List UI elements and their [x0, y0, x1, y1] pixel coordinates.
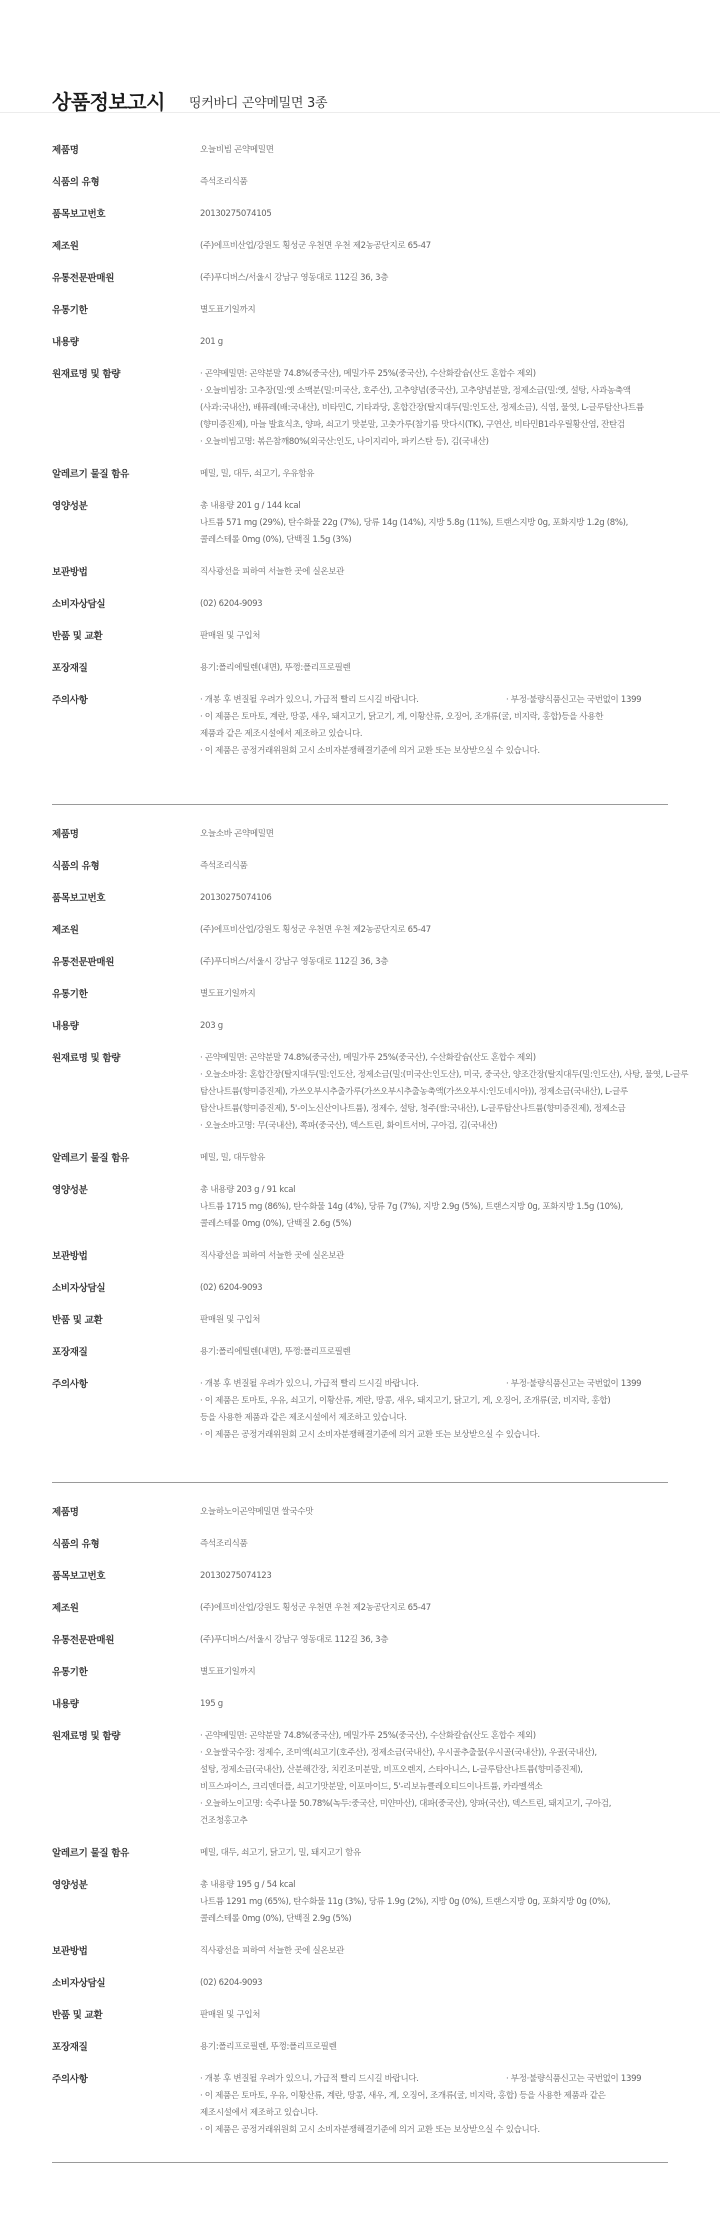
row-label: 영양성분: [52, 1880, 88, 1891]
caution-line: 등을 사용한 제품과 같은 제조시설에서 제조하고 있습니다.: [200, 1413, 407, 1423]
ingredient-line: 비프스파이스, 크리덴더플, 쇠고기맛분말, 이포마이드, 5'-리보뉴클레오티드이나트륨, 카라멜색소: [200, 1782, 543, 1792]
ingredient-line: 설탕, 정제소금(국내산), 산분해간장, 치킨조미분말, 비프오렌지, 스타아니스, L-글루탐산나트륨(향미증진제),: [200, 1765, 583, 1775]
row-label: 알레르기 물질 함유: [52, 1153, 130, 1164]
caution-line: · 이 제품은 토마토, 우유, 이황산류, 계란, 땅콩, 새우, 게, 오징어, 조개류(굴, 비지락, 홍합) 등을 사용한 제품과 같은: [200, 2091, 606, 2101]
row-label: 영양성분: [52, 1185, 88, 1196]
ingredient-line: · 오늘비빔장: 고추장(밀:옛 소맥분(밀:미국산, 호주산), 고추양념(중국산), 고추양념분말, 정제소금(밀:옛, 설탕, 사과농축액: [200, 386, 631, 396]
row-value: 판매원 및 구입처: [200, 2010, 261, 2020]
ingredient-line: · 오늘쌀국수장: 정제수, 조미액(쇠고기(호주산), 정제소금(국내산), 우시골추출물(우시골(국내산)), 우골(국내산),: [200, 1748, 597, 1758]
row-label: 제조원: [52, 925, 79, 936]
caution-text: · 개봉 후 변질될 우려가 있으니, 가급적 빨리 드시길 바랍니다.: [200, 1379, 419, 1389]
row-value: (주)에프비산업/강원도 횡성군 우천면 우천 제2농공단지로 65-47: [200, 925, 431, 935]
row-label: 주의사항: [52, 2074, 88, 2085]
row-value: 별도표기일까지: [200, 305, 256, 315]
row-label: 포장재질: [52, 1347, 88, 1358]
row-value: 용기:폴리프로필렌, 뚜껑:폴리프로필렌: [200, 2042, 337, 2052]
row-label: 반품 및 교환: [52, 631, 103, 642]
row-value: (02) 6204-9093: [200, 599, 263, 609]
row-label: 반품 및 교환: [52, 1315, 103, 1326]
row-label: 보관방법: [52, 1251, 88, 1262]
row-value: [200, 692, 668, 760]
nutrition-line: 콜레스테롤 0mg (0%), 단백질 2.9g (5%): [200, 1914, 352, 1924]
section-divider: [52, 2162, 668, 2163]
row-value: (주)푸디버스/서울시 강남구 영동대로 112길 36, 3층: [200, 1635, 389, 1645]
ingredient-line: · 곤약메밀면: 곤약분말 74.8%(중국산), 메밀가루 25%(중국산), 수산화칼슘(산도 혼합수 제외): [200, 1731, 536, 1741]
ingredient-line: · 오늘하노이고명: 숙주나물 50.78%(녹두:중국산, 미얀마산), 대파(중국산), 양파(국산), 덱스트린, 돼지고기, 구아검,: [200, 1799, 612, 1809]
row-label: 주의사항: [52, 1379, 88, 1390]
row-value: [200, 1050, 689, 1135]
row-label: 제품명: [52, 829, 79, 840]
caution-line: · 이 제품은 공정거래위원회 고시 소비자분쟁해결기준에 의거 교환 또는 보상받으실 수 있습니다.: [200, 2125, 540, 2135]
row-value: 203 g: [200, 1021, 223, 1031]
row-label: 소비자상담실: [52, 1978, 106, 1989]
row-value: 별도표기일까지: [200, 989, 256, 999]
row-value: (주)푸디버스/서울시 강남구 영동대로 112길 36, 3층: [200, 273, 389, 283]
row-label: 알레르기 물질 함유: [52, 469, 130, 480]
row-label: 유통기한: [52, 305, 88, 316]
caution-line: · 이 제품은 공정거래위원회 고시 소비자분쟁해결기준에 의거 교환 또는 보상받으실 수 있습니다.: [200, 1430, 540, 1440]
ingredient-line: · 곤약메밀면: 곤약분말 74.8%(중국산), 메밀가루 25%(중국산), 수산화칼슘(산도 혼합수 제외): [200, 369, 536, 379]
caution-line: · 이 제품은 토마토, 우유, 쇠고기, 이황산류, 계란, 땅콩, 새우, 돼지고기, 닭고기, 게, 오징어, 조개류(굴, 비지락, 홍합): [200, 1396, 611, 1406]
row-label: 내용량: [52, 337, 79, 348]
row-value: [200, 1376, 668, 1444]
row-value: 오늘소바 곤약메밀면: [200, 829, 274, 839]
row-label: 품목보고번호: [52, 209, 106, 220]
caution-text: · 개봉 후 변질될 우려가 있으니, 가급적 빨리 드시길 바랍니다.: [200, 695, 419, 705]
row-value: (02) 6204-9093: [200, 1283, 263, 1293]
row-value: [200, 1728, 668, 1830]
row-value: 메밀, 밀, 대두함유: [200, 1153, 265, 1163]
row-value: (주)에프비산업/강원도 횡성군 우천면 우천 제2농공단지로 65-47: [200, 1603, 431, 1613]
page-subtitle: 띵커바디 곤약메밀면 3종: [189, 96, 328, 111]
row-label: 품목보고번호: [52, 1571, 106, 1582]
ingredient-line: · 곤약메밀면: 곤약분말 74.8%(중국산), 메밀가루 25%(중국산), 수산화칼슘(산도 혼합수 제외): [200, 1053, 536, 1063]
row-value: 20130275074105: [200, 209, 272, 219]
row-value: 별도표기일까지: [200, 1667, 256, 1677]
row-value: 즉석조리식품: [200, 861, 248, 871]
nutrition-line: 총 내용량 201 g / 144 kcal: [200, 501, 301, 511]
row-value: 20130275074123: [200, 1571, 272, 1581]
row-label: 알레르기 물질 함유: [52, 1848, 130, 1859]
ingredient-line: · 오늘비빔고명: 볶은참깨80%(외국산:인도, 나이지리아, 파키스탄 등), 김(국내산): [200, 437, 489, 447]
ingredient-line: 탐산나트륨(향미증진제), 5'-이노신산이나트륨), 정제수, 설탕, 청주(쌀:국내산), L-글루탐산나트륨(향미증진제), 정제소금: [200, 1104, 626, 1114]
report-hotline-text: · 부정·불량식품신고는 국번없이 1399: [506, 1379, 642, 1389]
row-label: 내용량: [52, 1699, 79, 1710]
row-value: [200, 1182, 668, 1233]
nutrition-line: 나트륨 1291 mg (65%), 탄수화물 11g (3%), 당류 1.9g (2%), 지방 0g (0%), 트랜스지방 0g, 포화지방 0g (0%),: [200, 1897, 611, 1907]
row-label: 포장재질: [52, 2042, 88, 2053]
row-value: 직사광선을 피하여 서늘한 곳에 실온보관: [200, 1251, 345, 1261]
row-label: 품목보고번호: [52, 893, 106, 904]
nutrition-line: 총 내용량 195 g / 54 kcal: [200, 1880, 296, 1890]
row-value: 195 g: [200, 1699, 223, 1709]
row-label: 유통전문판매원: [52, 273, 115, 284]
caution-text: · 개봉 후 변질될 우려가 있으니, 가급적 빨리 드시길 바랍니다.: [200, 2074, 419, 2084]
nutrition-line: 총 내용량 203 g / 91 kcal: [200, 1185, 296, 1195]
row-label: 제품명: [52, 1507, 79, 1518]
report-hotline-text: · 부정·불량식품신고는 국번없이 1399: [506, 2074, 642, 2084]
caution-line: [200, 692, 668, 709]
report-hotline-text: · 부정·불량식품신고는 국번없이 1399: [506, 695, 642, 705]
row-label: 원재료명 및 함량: [52, 369, 121, 380]
row-label: 유통기한: [52, 1667, 88, 1678]
ingredient-line: · 오늘소바고명: 무(국내산), 쪽파(중국산), 덱스트린, 화이트서버, 구아검, 김(국내산): [200, 1121, 498, 1131]
row-value: 즉석조리식품: [200, 1539, 248, 1549]
row-value: [200, 1877, 668, 1928]
caution-line: · 이 제품은 토마토, 계란, 땅콩, 새우, 돼지고기, 닭고기, 게, 이황산류, 오징어, 조개류(굴, 비지락, 홍합)등을 사용한: [200, 712, 604, 722]
nutrition-line: 콜레스테롤 0mg (0%), 단백질 2.6g (5%): [200, 1219, 352, 1229]
ingredient-line: 건조청홍고추: [200, 1816, 248, 1826]
row-label: 원재료명 및 함량: [52, 1731, 121, 1742]
row-value: 오늘하노이곤약메밀면 쌀국수맛: [200, 1507, 314, 1517]
row-value: 직사광선을 피하여 서늘한 곳에 실온보관: [200, 1946, 345, 1956]
row-value: 판매원 및 구입처: [200, 1315, 261, 1325]
row-value: 즉석조리식품: [200, 177, 248, 187]
row-value: 메밀, 대두, 쇠고기, 닭고기, 밀, 돼지고기 함유: [200, 1848, 361, 1858]
caution-line: · 이 제품은 공정거래위원회 고시 소비자분쟁해결기준에 의거 교환 또는 보상받으실 수 있습니다.: [200, 746, 540, 756]
row-label: 소비자상담실: [52, 1283, 106, 1294]
row-label: 내용량: [52, 1021, 79, 1032]
row-value: (주)에프비산업/강원도 횡성군 우천면 우천 제2농공단지로 65-47: [200, 241, 431, 251]
caution-line: [200, 2071, 668, 2088]
ingredient-line: 탐산나트륨(향미증진제), 가쓰오부시추출가루(가쓰오부시추출농축액(가쓰오부시:인도네시아)), 정제소금(국내산), L-글루: [200, 1087, 628, 1097]
row-label: 반품 및 교환: [52, 2010, 103, 2021]
caution-line: 제품과 같은 제조시설에서 제조하고 있습니다.: [200, 729, 363, 739]
section-divider: [52, 1482, 668, 1483]
row-value: 용기:폴리에틸렌(내면), 뚜껑:폴리프로필렌: [200, 663, 351, 673]
ingredient-line: · 오늘소바장: 혼합간장(탈지대두(밀:인도산, 정제소금(밀:(미국산:인도산), 미국, 중국산, 양조간장(탈지대두(밀:인도산), 사탕, 물엿, L-글루: [200, 1070, 689, 1080]
row-label: 유통기한: [52, 989, 88, 1000]
nutrition-line: 콜레스테롤 0mg (0%), 단백질 1.5g (3%): [200, 535, 352, 545]
section-divider: [52, 804, 668, 805]
row-label: 포장재질: [52, 663, 88, 674]
row-value: [200, 2071, 668, 2139]
row-value: [200, 498, 668, 549]
row-value: (주)푸디버스/서울시 강남구 영동대로 112길 36, 3층: [200, 957, 389, 967]
row-value: 오늘비빔 곤약메밀면: [200, 145, 274, 155]
nutrition-line: 나트륨 1715 mg (86%), 탄수화물 14g (4%), 당류 7g (7%), 지방 2.9g (5%), 트랜스지방 0g, 포화지방 1.5g (10%),: [200, 1202, 623, 1212]
page-header: [0, 0, 720, 113]
row-label: 식품의 유형: [52, 177, 100, 188]
row-value: 20130275074106: [200, 893, 272, 903]
caution-line: 제조시설에서 제조하고 있습니다.: [200, 2108, 318, 2118]
row-value: (02) 6204-9093: [200, 1978, 263, 1988]
row-label: 제품명: [52, 145, 79, 156]
row-label: 주의사항: [52, 695, 88, 706]
nutrition-line: 나트륨 571 mg (29%), 탄수화물 22g (7%), 당류 14g (14%), 지방 5.8g (11%), 트랜스지방 0g, 포화지방 1.2g (8%),: [200, 518, 629, 528]
row-label: 식품의 유형: [52, 861, 100, 872]
row-label: 보관방법: [52, 1946, 88, 1957]
row-label: 제조원: [52, 1603, 79, 1614]
row-value: 직사광선을 피하여 서늘한 곳에 실온보관: [200, 567, 345, 577]
row-label: 보관방법: [52, 567, 88, 578]
row-value: 판매원 및 구입처: [200, 631, 261, 641]
row-label: 유통전문판매원: [52, 957, 115, 968]
row-value: 메밀, 밀, 대두, 쇠고기, 우유함유: [200, 469, 315, 479]
ingredient-line: (사과:국내산), 배퓨레(배:국내산), 비타민C, 기타과당, 혼합간장(탈지대두(밀:인도산, 정제소금), 식염, 물엿, L-글루탐산나트륨: [200, 403, 644, 413]
row-value: 용기:폴리에틸렌(내면), 뚜껑:폴리프로필렌: [200, 1347, 351, 1357]
row-label: 영양성분: [52, 501, 88, 512]
ingredient-line: (향미증진제), 마늘 발효식초, 양파, 쇠고기 맛분말, 고춧가루(참기름 맛다시(TK), 구연산, 비타민B1라우릴황산염, 잔탄검: [200, 420, 625, 430]
row-label: 원재료명 및 함량: [52, 1053, 121, 1064]
row-value: [200, 366, 668, 451]
row-label: 식품의 유형: [52, 1539, 100, 1550]
row-label: 소비자상담실: [52, 599, 106, 610]
row-label: 제조원: [52, 241, 79, 252]
page-title: 상품정보고시: [52, 90, 165, 114]
row-label: 유통전문판매원: [52, 1635, 115, 1646]
caution-line: [200, 1376, 668, 1393]
row-value: 201 g: [200, 337, 223, 347]
